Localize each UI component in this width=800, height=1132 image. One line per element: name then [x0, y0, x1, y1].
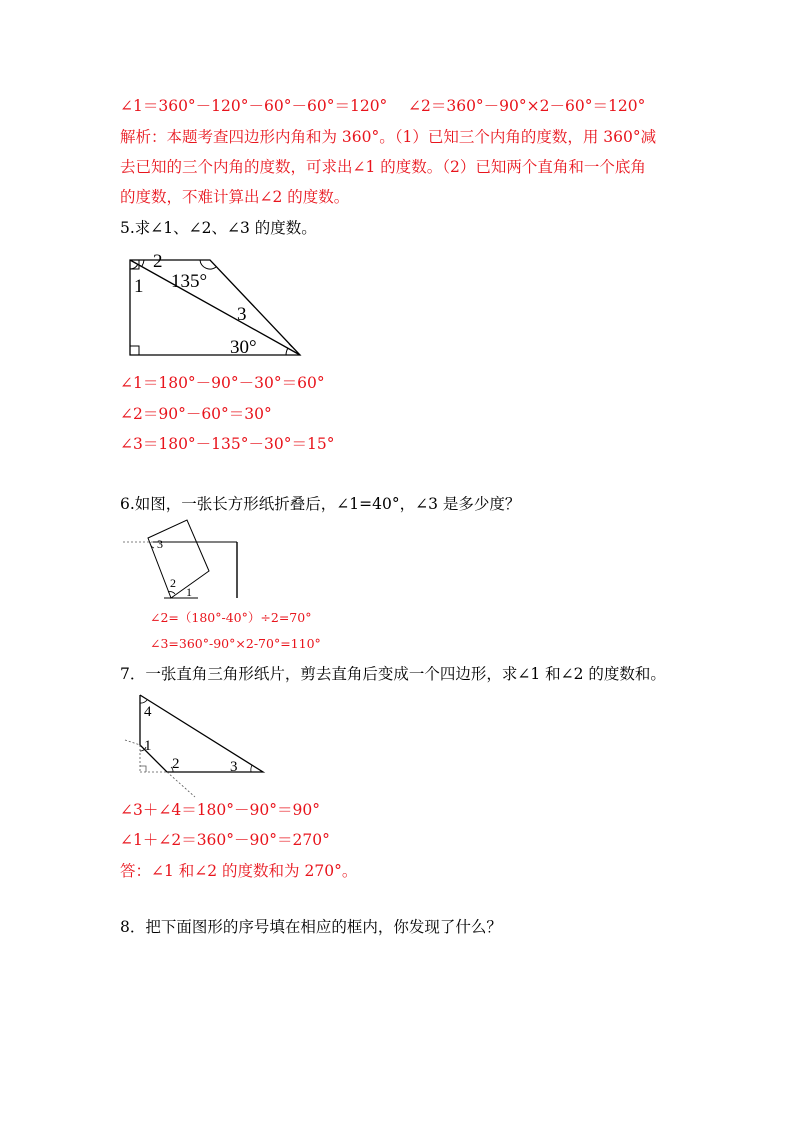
q5-answer-3: ∠3＝180°－135°－30°＝15° [120, 435, 335, 453]
angle-4-arc [140, 700, 147, 703]
q5-label-2: 2 [153, 251, 163, 272]
q5-label-135: 135° [171, 271, 208, 292]
angle-2-arc [142, 260, 144, 266]
q7-triangle-figure [120, 690, 270, 802]
q6-label-2: 2 [170, 576, 176, 590]
q6-folded-paper-figure [120, 518, 245, 600]
q6-label-1: 1 [186, 585, 192, 599]
diagonal-line [130, 260, 300, 355]
q5-answer-1: ∠1＝180°－90°－30°＝60° [120, 374, 325, 392]
q6-answer-1: ∠2=（180°-40°）÷2=70° [150, 610, 312, 625]
q4-explanation-line-3: 的度数，不难计算出∠2 的度数。 [120, 188, 350, 206]
q6-question: 6.如图，一张长方形纸折叠后，∠1=40°，∠3 是多少度？ [120, 495, 521, 513]
angle-3-arc [251, 765, 252, 772]
quadrilateral-outline [140, 695, 263, 772]
angle-3-arc [150, 542, 154, 548]
cut-line-extension-left [125, 740, 140, 745]
q5-question: 5.求∠1、∠2、∠3 的度数。 [120, 219, 317, 237]
q5-label-30: 30° [230, 337, 257, 358]
q4-explanation-line-2: 去已知的三个内角的度数，可求出∠1 的度数。（2）已知两个直角和一个底角 [120, 158, 646, 176]
q7-label-1: 1 [144, 738, 152, 754]
q5-label-1: 1 [134, 276, 144, 297]
q7-answer-3: 答：∠1 和∠2 的度数和为 270°。 [120, 862, 358, 880]
q7-label-3: 3 [230, 759, 238, 775]
q7-answer-1: ∠3＋∠4＝180°－90°＝90° [120, 801, 320, 819]
q5-trapezoid-figure [120, 250, 310, 362]
q7-label-4: 4 [144, 704, 152, 720]
q7-answer-2: ∠1＋∠2＝360°－90°＝270° [120, 831, 330, 849]
q5-label-3: 3 [237, 304, 247, 325]
angle-1-arc [130, 264, 138, 269]
right-angle-mark [140, 766, 146, 772]
q6-answer-2: ∠3=360°-90°×2-70°=110° [150, 636, 321, 651]
q5-answer-2: ∠2＝90°－60°＝30° [120, 405, 272, 423]
q8-question: 8．把下面图形的序号填在相应的框内，你发现了什么？ [120, 918, 502, 936]
right-angle-mark-bottom [130, 346, 139, 355]
cut-line-extension-right [167, 772, 195, 797]
q4-answer-2: ∠2＝360°－90°×2－60°＝120° [408, 97, 646, 115]
q6-label-3: 3 [157, 537, 163, 551]
q7-label-2: 2 [172, 756, 180, 772]
q4-answer-1: ∠1＝360°－120°－60°－60°＝120° [120, 97, 388, 115]
q4-explanation-line-1: 解析：本题考查四边形内角和为 360°。（1）已知三个内角的度数，用 360°减 [120, 128, 657, 146]
angle-30-arc [286, 348, 288, 355]
folded-flap [148, 520, 209, 598]
q7-question: 7．一张直角三角形纸片，剪去直角后变成一个四边形，求∠1 和∠2 的度数和。 [120, 665, 666, 683]
